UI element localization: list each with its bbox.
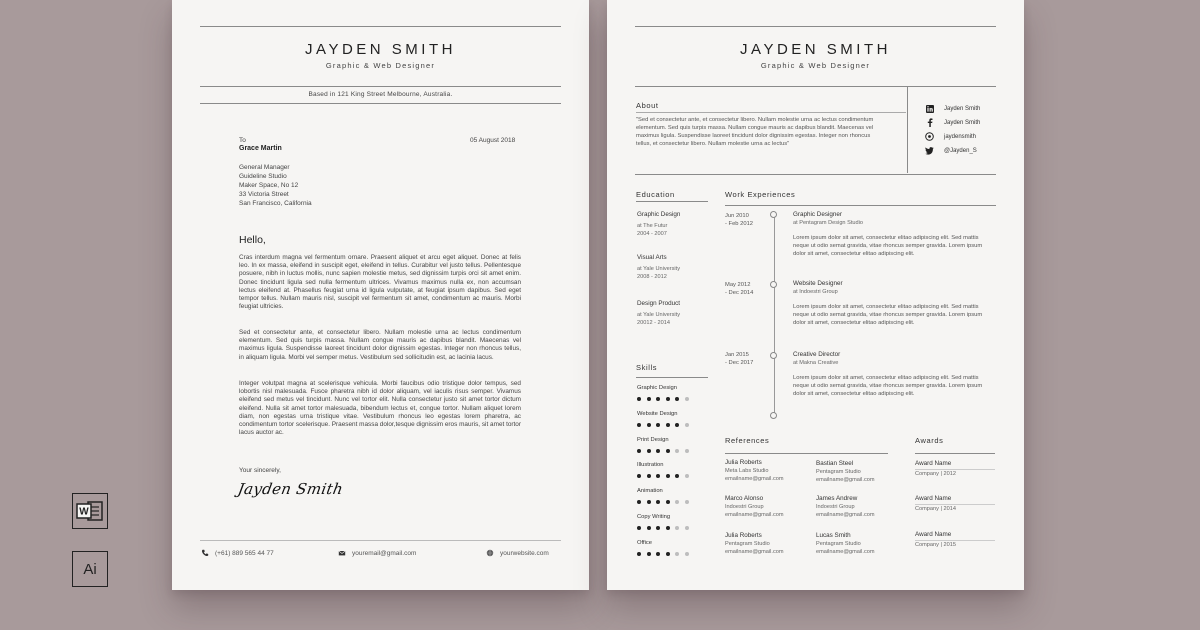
education-years: 20012 - 2014 — [637, 320, 670, 326]
letter-paragraph: Sed et consectetur ante, et consectetur libero. Nullam molestie urna ac lectus condimentum elementum. Sed quis turpis massa. Nullam congue mauris ac dapibus blandit. Maecenas vel maximus ligula. Suspendisse laoreet tincidunt dolor dignissim egestas. Integer non rhoncus tellus, in aliquam ligula. Morbi vel semper metus. Vestibulum sed sollicitudin est, ac lacinia lacus. — [239, 329, 521, 361]
work-company: at Pentagram Design Studio — [793, 220, 863, 226]
award-org: Company | 2015 — [915, 540, 995, 549]
website-text: yourwebsite.com — [500, 549, 549, 557]
skill-rating — [637, 474, 689, 478]
work-from: Jun 2010 — [725, 213, 749, 219]
rating-dot-filled — [675, 474, 679, 478]
greeting: Hello, — [239, 234, 266, 246]
signature: Jayden Smith — [236, 480, 345, 498]
timeline-dot — [770, 352, 777, 359]
rating-dot-filled — [637, 397, 641, 401]
social-facebook[interactable] — [925, 118, 980, 127]
divider — [200, 26, 561, 27]
rating-dot-empty — [685, 423, 689, 427]
skill-label: Office — [637, 539, 653, 546]
award-item — [915, 460, 995, 478]
reference-email: emailname@gmail.com — [725, 549, 784, 555]
skill-rating — [637, 449, 689, 453]
word-doc-icon — [75, 499, 105, 523]
divider — [200, 86, 561, 87]
rating-dot-filled — [656, 449, 660, 453]
work-item — [793, 351, 991, 398]
rating-dot-filled — [666, 500, 670, 504]
closing: Your sincerely, — [239, 467, 281, 474]
recipient-address — [239, 163, 312, 208]
rating-dot-filled — [647, 474, 651, 478]
divider — [635, 174, 996, 175]
twitter-icon — [925, 146, 934, 155]
cover-letter-page — [172, 0, 589, 590]
work-from: May 2012 — [725, 282, 751, 288]
reference-name: Lucas Smith — [816, 532, 851, 539]
social-label: Jayden Smith — [944, 105, 981, 112]
phone-text: (+61) 889 565 44 77 — [215, 549, 274, 557]
work-dates — [725, 281, 753, 297]
work-to: - Dec 2014 — [725, 290, 754, 296]
work-description: Lorem ipsum dolor sit amet, consectetur elitao adipiscing elit. Sed mattis neque ut odio semat gravida, vitae rhoncus semper gravida. Lorem ipsum dolor sit amet, consectetur elitao adipiscing elit. — [793, 235, 983, 257]
reference-org: Pentagram Studio — [816, 469, 861, 475]
reference-item — [816, 460, 875, 484]
divider — [915, 453, 995, 454]
reference-org: Indoestri Group — [816, 504, 855, 510]
rating-dot-filled — [637, 526, 641, 530]
rating-dot-filled — [637, 423, 641, 427]
footer-phone[interactable] — [201, 549, 274, 557]
education-item — [637, 211, 680, 238]
reference-org: Pentagram Studio — [816, 541, 861, 547]
rating-dot-filled — [656, 423, 660, 427]
rating-dot-empty — [685, 449, 689, 453]
rating-dot-filled — [647, 449, 651, 453]
letter-name: JAYDEN SMITH — [305, 41, 456, 58]
divider — [725, 453, 888, 454]
rating-dot-filled — [666, 474, 670, 478]
rating-dot-filled — [656, 474, 660, 478]
rating-dot-empty — [685, 500, 689, 504]
email-text: youremail@gmail.com — [352, 549, 417, 557]
reference-email: emailname@gmail.com — [816, 477, 875, 483]
rating-dot-filled — [675, 423, 679, 427]
work-title: Website Designer — [793, 280, 843, 287]
resume-role: Graphic & Web Designer — [760, 61, 871, 70]
reference-email: emailname@gmail.com — [725, 512, 784, 518]
rating-dot-filled — [637, 500, 641, 504]
rating-dot-filled — [647, 552, 651, 556]
resume-page — [607, 0, 1024, 590]
reference-item — [725, 495, 784, 519]
rating-dot-filled — [666, 397, 670, 401]
reference-name: Julia Roberts — [725, 459, 762, 466]
social-label: jaydensmith — [944, 133, 977, 140]
reference-item — [725, 532, 784, 556]
skill-rating — [637, 526, 689, 530]
rating-dot-filled — [656, 526, 660, 530]
about-text: "Sed et consectetur ante, et consectetur libero. Nullam molestie urna ac lectus condimentum elementum. Sed quis turpis massa. Nullam congue mauris ac dapibus blandit. Maecenas vel maximus ligula. Suspendisse laoreet tincidunt dolor dignissim egestas. Integer non rhoncus tellus, et consectetur libero. Nullam molestie urna ac lectus" — [636, 117, 874, 147]
reference-name: Bastian Steel — [816, 460, 854, 467]
reference-name: Marco Alonso — [725, 495, 764, 502]
divider — [636, 377, 708, 378]
to-label: To — [239, 137, 246, 144]
recipient-line: General Manager — [239, 164, 290, 171]
about-heading: About — [636, 101, 659, 110]
social-linkedin[interactable] — [925, 104, 980, 113]
skills-heading: Skills — [636, 363, 658, 372]
rating-dot-empty — [675, 552, 679, 556]
work-dates — [725, 212, 753, 228]
divider — [200, 103, 561, 104]
instagram-icon — [925, 132, 934, 141]
rating-dot-empty — [675, 526, 679, 530]
divider — [635, 26, 996, 27]
reference-item — [816, 532, 875, 556]
award-org: Company | 2014 — [915, 504, 995, 513]
rating-dot-filled — [637, 449, 641, 453]
award-title: Award Name — [915, 495, 952, 502]
divider — [200, 540, 561, 541]
awards-heading: Awards — [915, 436, 944, 445]
education-place: at Yale University — [637, 312, 681, 318]
work-from: Jan 2015 — [725, 352, 749, 358]
reference-org: Pentagram Studio — [725, 541, 770, 547]
skill-rating — [637, 552, 689, 556]
rating-dot-filled — [647, 423, 651, 427]
reference-org: Indoestri Group — [725, 504, 764, 510]
illustrator-file-icon[interactable] — [72, 551, 108, 587]
rating-dot-empty — [675, 500, 679, 504]
education-item — [637, 300, 680, 327]
divider — [636, 201, 708, 202]
letter-paragraph: Integer volutpat magna at scelerisque vehicula. Morbi faucibus odio tristique dolor tempus, sed lobortis nisl malesuada. Fusce pharetra nibh id dolor aliquam, vel iaculis risus semper. Vivamus eleifend sed metus vel tincidunt. Nunc vel tortor elit. Nulla consectetur justo sit amet tortor dictum eleifend. Nulla sit amet tortor malesuada, bibendum lectus et, congue tortor. Nullam aliquet lorem diam, non egestas urna tristique vitae. Vestibulum rhoncus leo egestas lorem pharetra, ac condimentum tortor scelerisque. Praesent massa dolor,tesque dignissim eros mauris, sit amet tortor lacus auctor ac. — [239, 380, 521, 437]
letter-address: Based in 121 King Street Melbourne, Australia. — [308, 91, 453, 98]
rating-dot-filled — [647, 526, 651, 530]
social-label: @Jayden_S — [944, 147, 977, 154]
award-title: Award Name — [915, 460, 952, 467]
skill-label: Copy Writing — [637, 514, 671, 520]
reference-org: Meta Labs Studio — [725, 468, 769, 474]
social-label: Jayden Smith — [944, 119, 981, 126]
skill-label: Animation — [637, 488, 663, 495]
resume-name: JAYDEN SMITH — [740, 41, 891, 58]
skill-label: Graphic Design — [637, 385, 677, 391]
reference-name: Julia Roberts — [725, 532, 762, 539]
education-title: Visual Arts — [637, 254, 667, 261]
linkedin-icon — [925, 104, 934, 113]
rating-dot-filled — [656, 552, 660, 556]
reference-email: emailname@gmail.com — [816, 549, 875, 555]
skill-label: Print Design — [637, 436, 669, 443]
rating-dot-filled — [666, 449, 670, 453]
footer-email[interactable] — [338, 549, 416, 557]
education-place: at The Futur — [637, 223, 668, 229]
phone-icon — [201, 549, 209, 557]
rating-dot-filled — [666, 526, 670, 530]
letter-role: Graphic & Web Designer — [325, 61, 436, 70]
work-dates — [725, 351, 753, 367]
work-item — [793, 280, 991, 327]
award-title: Award Name — [915, 531, 952, 538]
education-years: 2004 - 2007 — [637, 231, 667, 237]
education-years: 2008 - 2012 — [637, 274, 667, 280]
skill-label: Website Design — [637, 410, 678, 417]
rating-dot-filled — [666, 423, 670, 427]
education-item — [637, 254, 680, 281]
references-heading: References — [725, 436, 770, 445]
divider — [636, 112, 906, 113]
rating-dot-empty — [675, 449, 679, 453]
award-org: Company | 2012 — [915, 469, 995, 478]
education-place: at Yale University — [637, 266, 681, 272]
rating-dot-filled — [675, 397, 679, 401]
skill-rating — [637, 500, 689, 504]
reference-email: emailname@gmail.com — [816, 512, 875, 518]
reference-name: James Andrew — [816, 495, 858, 502]
education-title: Graphic Design — [637, 211, 681, 218]
mail-icon — [338, 549, 346, 557]
work-to: - Feb 2012 — [725, 221, 754, 227]
work-title: Creative Director — [793, 351, 841, 358]
rating-dot-filled — [637, 474, 641, 478]
word-file-icon[interactable] — [72, 493, 108, 529]
work-description: Lorem ipsum dolor sit amet, consectetur elitao adipiscing elit. Sed mattis neque ut odio semat gravida, vitae rhoncus semper gravida. Lorem ipsum dolor sit amet, consectetur elitao adipiscing elit. — [793, 375, 983, 397]
skill-rating — [637, 423, 689, 427]
rating-dot-empty — [685, 552, 689, 556]
globe-icon — [486, 549, 494, 557]
award-item — [915, 531, 995, 549]
reference-item — [725, 459, 784, 483]
skill-rating — [637, 397, 689, 401]
divider — [725, 205, 996, 206]
rating-dot-filled — [666, 552, 670, 556]
illustrator-label: Ai — [83, 560, 97, 578]
work-title: Graphic Designer — [793, 211, 842, 218]
award-item — [915, 495, 995, 513]
reference-item — [816, 495, 875, 519]
work-to: - Dec 2017 — [725, 360, 754, 366]
rating-dot-empty — [685, 526, 689, 530]
skill-label: Illustration — [637, 462, 664, 469]
timeline-dot — [770, 412, 777, 419]
timeline-line — [774, 213, 775, 416]
social-instagram[interactable] — [925, 132, 976, 141]
work-item — [793, 211, 991, 258]
letter-date: 05 August 2018 — [470, 137, 516, 144]
rating-dot-filled — [656, 397, 660, 401]
rating-dot-empty — [685, 474, 689, 478]
work-company: at Indoestri Group — [793, 289, 838, 295]
recipient-name: Grace Martin — [239, 145, 282, 152]
work-company: at Makna Creative — [793, 360, 839, 366]
recipient-line: Maker Space, No 12 — [239, 182, 299, 189]
education-heading: Education — [636, 190, 675, 199]
reference-email: emailname@gmail.com — [725, 476, 784, 482]
rating-dot-empty — [685, 397, 689, 401]
rating-dot-filled — [647, 397, 651, 401]
vertical-divider — [907, 87, 908, 173]
facebook-icon — [925, 118, 934, 127]
recipient-line: 33 Victoria Street — [239, 191, 289, 198]
education-title: Design Product — [637, 300, 681, 307]
footer-website[interactable] — [486, 549, 549, 557]
timeline-dot — [770, 281, 777, 288]
rating-dot-filled — [647, 500, 651, 504]
recipient-line: San Francisco, California — [239, 200, 312, 207]
work-description: Lorem ipsum dolor sit amet, consectetur elitao adipiscing elit. Sed mattis neque ut odio semat gravida, vitae rhoncus semper gravida. Lorem ipsum dolor sit amet, consectetur elitao adipiscing elit. — [793, 304, 983, 326]
social-twitter[interactable] — [925, 146, 977, 155]
divider — [635, 86, 996, 87]
letter-paragraph: Cras interdum magna vel fermentum ornare. Praesent aliquet et arcu eget aliquet. Donec at felis leo. In ex massa, eleifend in suscipit eget, eleifend in tellus. Curabitur vel justo tellus. Pellentesque posuere, nibh in luctus mollis, nunc sapien molestie metus, sed dignissim turpis orci sit amet enim. Donec tincidunt ligula sed nulla fermentum ultrices. Vivamus maximus nulla ex, non accumsan lectus eleifend at. Phasellus feugiat urna id ligula vulputate, at feugiat ipsum dapibus. Sed eget tempor tellus. Nullam mauris nisl, suscipit vel fermentum sit amet, condimentum ac mauris. Morbi feugiat ultricies. — [239, 254, 521, 311]
timeline-dot — [770, 211, 777, 218]
work-heading: Work Experiences — [725, 190, 796, 199]
recipient-line: Guideline Studio — [239, 173, 287, 180]
word-letter: W — [79, 506, 89, 518]
rating-dot-filled — [656, 500, 660, 504]
rating-dot-filled — [637, 552, 641, 556]
